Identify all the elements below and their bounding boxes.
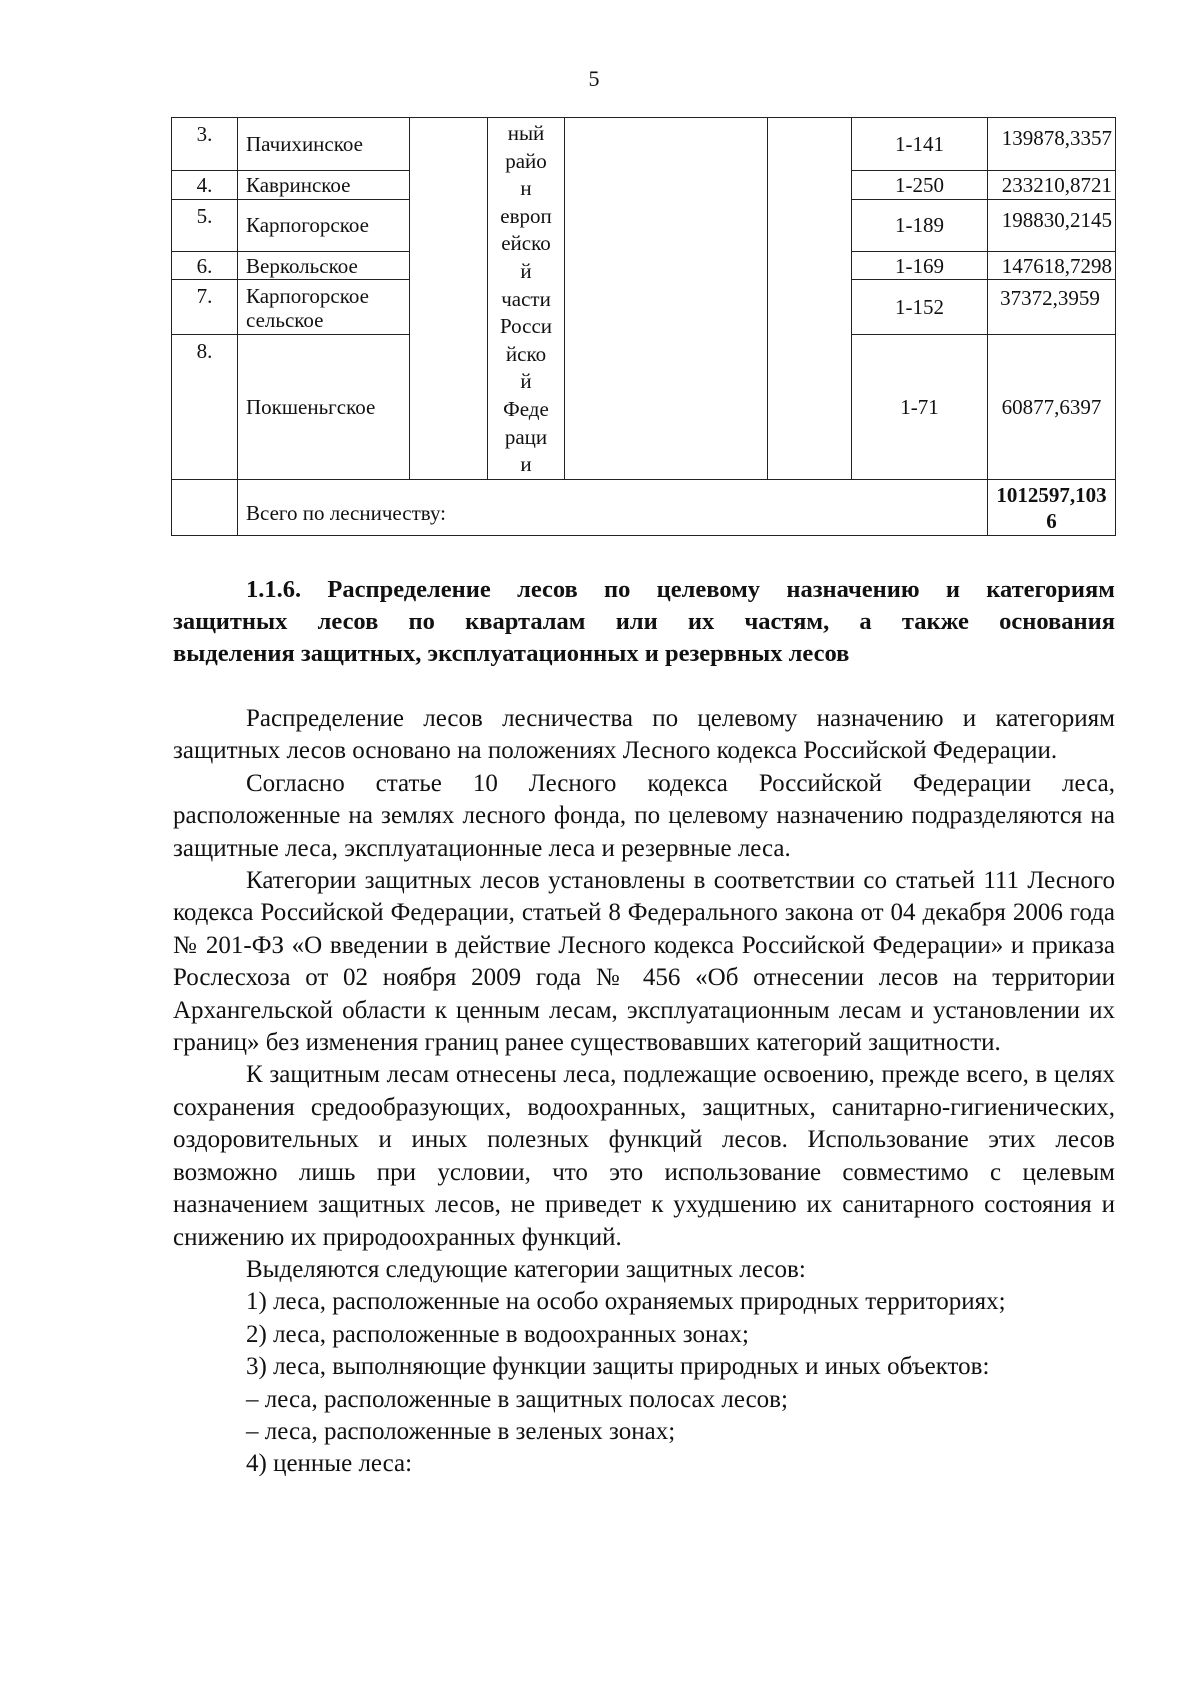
- area-value: 60877,6397: [988, 334, 1116, 479]
- empty-cell: [565, 118, 768, 480]
- paragraph: К защитным лесам отнесены леса, подлежащие освоению, прежде всего, в целях сохранения средообразующих, водоохранных, защитных, санитарно-гигиенических, оздоровительных и иных полезных функций лесов. Использование этих лесов возможно лишь при условии, что это использование совместимо с целевым назначением защитных лесов, не приведет к ухудшению их санитарного состояния и снижению их природоохранных функций.: [173, 1061, 1115, 1251]
- row-number: 8.: [172, 334, 238, 479]
- row-number: 3.: [172, 118, 238, 171]
- page-number: 5: [588, 66, 600, 91]
- area-value: 139878,3357: [988, 118, 1116, 171]
- total-value: 1012597,103 6: [988, 479, 1116, 535]
- district-name: Карпогорское: [238, 199, 410, 251]
- empty-cell: [410, 118, 488, 480]
- list-item: 4) ценные леса:: [246, 1450, 413, 1478]
- quarter-range: 1-152: [852, 280, 988, 334]
- row-number: 4.: [172, 171, 238, 200]
- list-intro: Выделяются следующие категории защитных лесов:: [246, 1255, 806, 1283]
- empty-cell: [172, 479, 238, 535]
- empty-cell: [768, 118, 852, 480]
- section-heading: 1.1.6. Распределение лесов по целевому назначению и категориям защитных лесов по кварталам или их частям, а также основания выделения защитных, эксплуатационных и резервных лесов: [173, 576, 1115, 667]
- list-item: 2) леса, расположенные в водоохранных зонах;: [246, 1320, 749, 1348]
- paragraph: Согласно статье 10 Лесного кодекса Российской Федерации леса, расположенные на землях лесного фонда, по целевому назначению подразделяются на защитные леса, эксплуатационные леса и резервные леса.: [173, 769, 1115, 862]
- quarter-range: 1-250: [852, 171, 988, 200]
- total-row: [172, 479, 1116, 535]
- row-number: 7.: [172, 280, 238, 334]
- row-number: 6.: [172, 251, 238, 280]
- district-name: Пачихинское: [238, 118, 410, 171]
- district-name: Карпогорское сельское: [238, 280, 410, 334]
- area-value: 37372,3959: [988, 280, 1116, 334]
- forestry-table: [171, 117, 1116, 536]
- quarter-range: 1-169: [852, 251, 988, 280]
- table-row: [172, 118, 1116, 171]
- area-value: 198830,2145: [988, 199, 1116, 251]
- area-value: 233210,8721: [988, 171, 1116, 200]
- list-item: – леса, расположенные в защитных полосах лесов;: [246, 1385, 788, 1413]
- district-name: Покшеньгское: [238, 334, 410, 479]
- quarter-range: 1-141: [852, 118, 988, 171]
- paragraph: Категории защитных лесов установлены в соответствии со статьей 111 Лесного кодекса Российской Федерации, статьей 8 Федерального закона от 04 декабря 2006 года № 201-ФЗ «О введении в действие Лесного кодекса Российской Федерации» и приказа Рослесхоза от 02 ноября 2009 года № 456 «Об отнесении лесов на территории Архангельской области к ценным лесам, эксплуатационным лесам и установлении их границ» без изменения границ ранее существовавших категорий защитности.: [173, 867, 1115, 1057]
- list-item: 3) леса, выполняющие функции защиты природных и иных объектов:: [246, 1353, 990, 1381]
- list-item: – леса, расположенные в зеленых зонах;: [246, 1417, 676, 1445]
- area-value: 147618,7298: [988, 251, 1116, 280]
- paragraph: Распределение лесов лесничества по целевому назначению и категориям защитных лесов основано на положениях Лесного кодекса Российской Федерации.: [173, 705, 1115, 765]
- body-text: [173, 703, 1115, 1481]
- quarter-range: 1-189: [852, 199, 988, 251]
- district-name: Веркольское: [238, 251, 410, 280]
- district-name: Кавринское: [238, 171, 410, 200]
- quarter-range: 1-71: [852, 334, 988, 479]
- total-label: Всего по лесничеству:: [238, 479, 988, 535]
- region-cell: ный райо н европ ейско й части Росси йско й Феде раци и: [488, 118, 565, 480]
- row-number: 5.: [172, 199, 238, 251]
- list-item: 1) леса, расположенные на особо охраняемых природных территориях;: [246, 1288, 1006, 1316]
